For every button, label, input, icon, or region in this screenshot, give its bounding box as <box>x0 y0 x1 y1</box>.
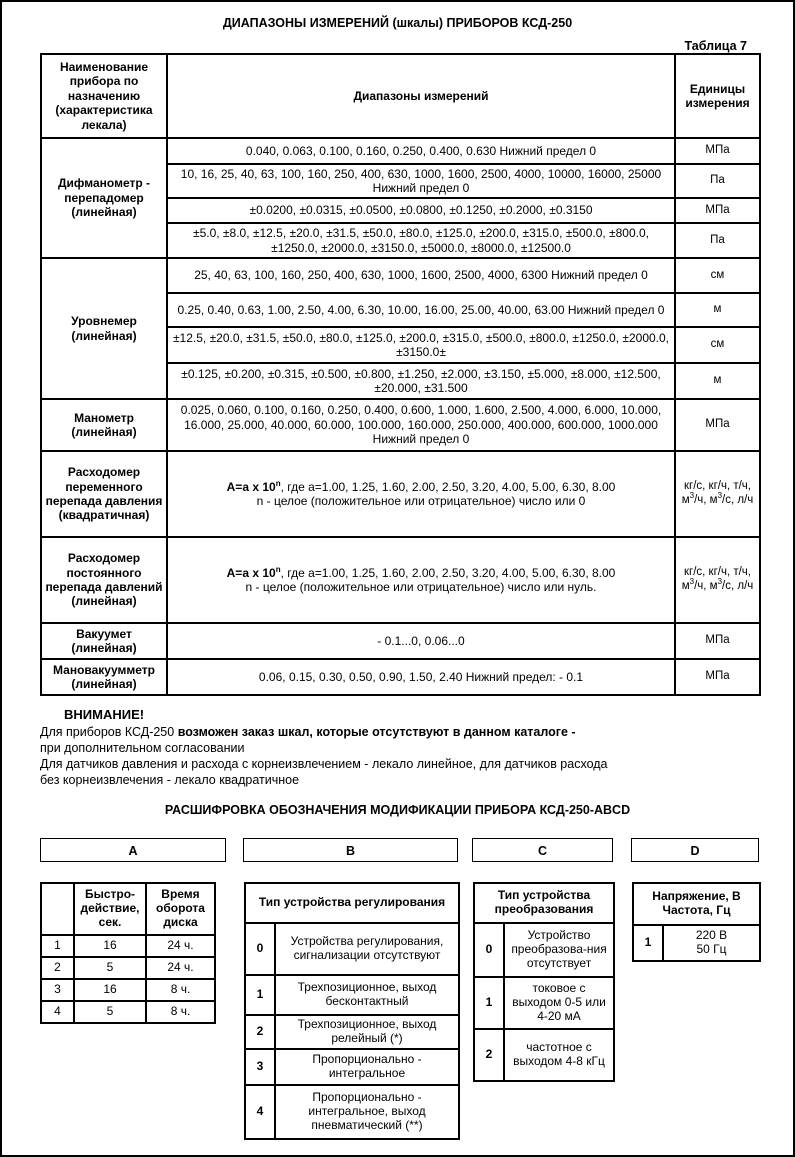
range-cell: А=а х 10$^n$, где а=1.00, 1.25, 1.60, 2.00, 2.50, 3.20, 4.00, 5.00, 6.30, 8.00 n - целое (положительное или отрицательное) число или нуль. <box>167 537 675 623</box>
device-name: Вакуумет (линейная) <box>41 623 167 659</box>
range-cell: 25, 40, 63, 100, 160, 250, 400, 630, 1000, 1600, 2500, 4000, 6300 Нижний предел 0 <box>167 258 675 293</box>
table-row: 3 Пропорционально - интегральное <box>245 1049 459 1085</box>
table-row <box>41 451 760 537</box>
unit-cell: МПа <box>675 138 760 164</box>
range-cell: ±12.5, ±20.0, ±31.5, ±50.0, ±80.0, ±125.0, ±200.0, ±315.0, ±500.0, ±800.0, ±1250.0, ±2000.0, ±3150.0± <box>167 327 675 363</box>
table-row: 2 5 24 ч. <box>41 957 215 979</box>
unit-cell: МПа <box>675 659 760 695</box>
section-d-table <box>632 882 761 962</box>
unit-cell: см <box>675 258 760 293</box>
section-c-label: C <box>472 838 613 862</box>
unit-cell: см <box>675 327 760 363</box>
device-name: Мановакуумметр (линейная) <box>41 659 167 695</box>
unit-cell: МПа <box>675 198 760 223</box>
table-row: 1 токовое с выходом 0-5 или 4-20 мА <box>474 977 614 1029</box>
table-row: 4 5 8 ч. <box>41 1001 215 1023</box>
formula-prefix: А=а х 10 <box>226 565 276 580</box>
header-device: Наименование прибора по назначению (характеристика лекала) <box>41 54 167 138</box>
header-units: Единицы измерения <box>675 54 760 138</box>
table-row: 2 Трехпозиционное, выход релейный (*) <box>245 1015 459 1049</box>
section-a-label: A <box>40 838 226 862</box>
table-row <box>41 399 760 451</box>
table-header-row <box>474 883 614 923</box>
table-row <box>41 659 760 695</box>
unit-cell: м <box>675 363 760 399</box>
header-regulation: Тип устройства регулирования <box>245 883 459 923</box>
unit-cell: м <box>675 293 760 327</box>
header-conversion: Тип устройства преобразования <box>474 883 614 923</box>
ranges-table <box>40 53 761 696</box>
table-label: Таблица 7 <box>684 39 747 53</box>
device-name: Расходомер постоянного перепада давлений (линейная) <box>41 537 167 623</box>
unit-cell: кг/с, кг/ч, т/ч, $м^3/ч$, $м^3/с$, л/ч <box>675 451 760 537</box>
range-cell: ±0.125, ±0.200, ±0.315, ±0.500, ±0.800, ±1.250, ±2.000, ±3.150, ±5.000, ±8.000, ±12.500, ±20.000, ±31.500 <box>167 363 675 399</box>
table-row: 1 16 24 ч. <box>41 935 215 957</box>
device-name: Уровнемер (линейная) <box>41 258 167 399</box>
table-header-row <box>41 883 215 935</box>
attention-heading: ВНИМАНИЕ! <box>64 707 145 722</box>
unit-cell: МПа <box>675 399 760 451</box>
table-row: 1 220 В 50 Гц <box>633 925 760 961</box>
unit-cell: Па <box>675 164 760 198</box>
device-name: Дифманометр - перепадомер (линейная) <box>41 138 167 258</box>
section-a-table <box>40 882 216 1024</box>
table-row: 3 16 8 ч. <box>41 979 215 1001</box>
table-row: 0 Устройство преобразова-ния отсутствует <box>474 923 614 977</box>
range-cell: 10, 16, 25, 40, 63, 100, 160, 250, 400, 630, 1000, 1600, 2500, 4000, 10000, 16000, 25000 Нижний предел 0 <box>167 164 675 198</box>
table-row: 2 частотное с выходом 4-8 кГц <box>474 1029 614 1081</box>
header-ranges: Диапазоны измерений <box>167 54 675 138</box>
range-cell: 0.040, 0.063, 0.100, 0.160, 0.250, 0.400, 0.630 Нижний предел 0 <box>167 138 675 164</box>
table-header-row <box>245 883 459 923</box>
table-row <box>41 258 760 293</box>
unit-cell: кг/с, кг/ч, т/ч, $м^3/ч$, $м^3/с$, л/ч <box>675 537 760 623</box>
range-cell: - 0.1...0, 0.06...0 <box>167 623 675 659</box>
range-cell: А=а х 10$^n$, где а=1.00, 1.25, 1.60, 2.00, 2.50, 3.20, 4.00, 5.00, 6.30, 8.00 n - целое (положительное или отрицательное) число или 0 <box>167 451 675 537</box>
header-speed: Быстро-действие, сек. <box>74 883 146 935</box>
section-b-label: B <box>243 838 458 862</box>
page-title: ДИАПАЗОНЫ ИЗМЕРЕНИЙ (шкалы) ПРИБОРОВ КСД-250 <box>222 16 573 30</box>
formula-prefix: А=а х 10 <box>226 479 276 494</box>
section-b-table <box>244 882 460 1140</box>
range-cell: 0.06, 0.15, 0.30, 0.50, 0.90, 1.50, 2.40 Нижний предел: - 0.1 <box>167 659 675 695</box>
attention-text: Для приборов КСД-250 возможен заказ шкал, которые отсутствуют в данном каталоге - при дополнительном согласовании Для датчиков давления и расхода с корнеизвлечением - лекало линейное, для датчиков расхода без корнеизвлечения - лекало квадратичное <box>40 725 608 787</box>
device-name: Манометр (линейная) <box>41 399 167 451</box>
unit-cell: Па <box>675 223 760 258</box>
range-cell: ±0.0200, ±0.0315, ±0.0500, ±0.0800, ±0.1250, ±0.2000, ±0.3150 <box>167 198 675 223</box>
header-voltage: Напряжение, В Частота, Гц <box>633 883 760 925</box>
table-header-row <box>41 54 760 138</box>
decode-title: РАСШИФРОВКА ОБОЗНАЧЕНИЯ МОДИФИКАЦИИ ПРИБОРА КСД-250-ABCD <box>164 803 631 817</box>
table-row <box>41 623 760 659</box>
table-row: 4 Пропорционально - интегральное, выход пневматический (**) <box>245 1085 459 1139</box>
range-cell: 0.025, 0.060, 0.100, 0.160, 0.250, 0.400, 0.600, 1.000, 1.600, 2.500, 4.000, 6.000, 10.000, 16.000, 25.000, 40.000, 60.000, 100.000, 160.000, 250.000, 400.000, 600.000, 1000.000 Нижний предел 0 <box>167 399 675 451</box>
section-c-table <box>473 882 615 1082</box>
table-header-row <box>633 883 760 925</box>
header-time: Время оборота диска <box>146 883 215 935</box>
table-row: 1 Трехпозиционное, выход бесконтактный <box>245 975 459 1015</box>
range-cell: ±5.0, ±8.0, ±12.5, ±20.0, ±31.5, ±50.0, ±80.0, ±125.0, ±200.0, ±315.0, ±500.0, ±800.0, ±1250.0, ±2000.0, ±3150.0, ±5000.0, ±8000.0, ±12500.0 <box>167 223 675 258</box>
unit-cell: МПа <box>675 623 760 659</box>
device-name: Расходомер переменного перепада давления (квадратичная) <box>41 451 167 537</box>
table-row: 0 Устройства регулирования, сигнализации отсутствуют <box>245 923 459 975</box>
table-row <box>41 138 760 164</box>
range-cell: 0.25, 0.40, 0.63, 1.00, 2.50, 4.00, 6.30, 10.00, 16.00, 25.00, 40.00, 63.00 Нижний предел 0 <box>167 293 675 327</box>
table-row <box>41 537 760 623</box>
section-d-label: D <box>631 838 759 862</box>
